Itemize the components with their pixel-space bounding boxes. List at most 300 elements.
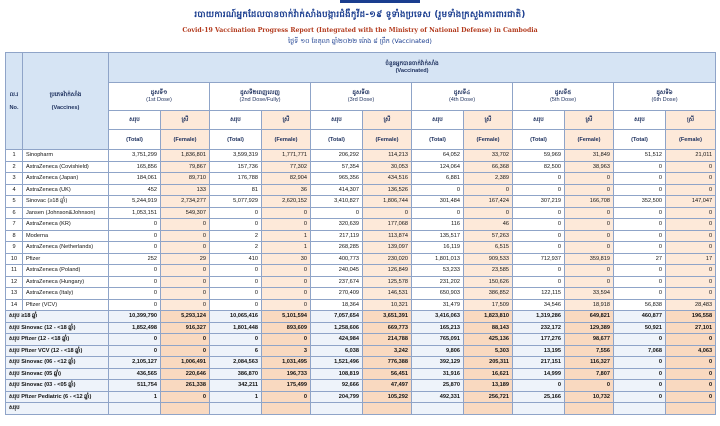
total-count-cell — [109, 403, 161, 415]
female-count-cell: 88,143 — [464, 322, 513, 334]
total-count-cell: 0 — [109, 219, 161, 231]
total-count-cell: 27 — [614, 253, 666, 265]
female-count-cell: 125,578 — [363, 276, 412, 288]
female-count-cell: 7,556 — [565, 345, 614, 357]
female-count-cell: 1 — [262, 230, 311, 242]
total-count-cell: 0 — [513, 207, 565, 219]
female-count-cell: 31,849 — [565, 150, 614, 162]
female-count-cell: 0 — [161, 219, 210, 231]
female-count-cell: 1,836,801 — [161, 150, 210, 162]
col-vaccine-km: ប្រភេទវ៉ាក់សាំង — [49, 92, 82, 98]
total-count-cell: 10,399,790 — [109, 311, 161, 323]
vaccine-name: Sinopharm — [23, 150, 109, 162]
female-count-cell: 33,702 — [464, 150, 513, 162]
total-count-cell: 0 — [614, 173, 666, 185]
total-count-cell: 0 — [109, 276, 161, 288]
vaccine-name: AstraZeneca (UK) — [23, 184, 109, 196]
table-row — [6, 161, 716, 173]
total-count-cell: 1,521,496 — [311, 357, 363, 369]
vaccine-name: AstraZeneca (Japan) — [23, 173, 109, 185]
table-row — [6, 207, 716, 219]
table-row — [6, 230, 716, 242]
summary-label: សរុប Pfizer VCV (12 - <18 ឆ្នាំ) — [6, 345, 109, 357]
female-count-cell: 1,823,810 — [464, 311, 513, 323]
table-row — [6, 219, 716, 231]
dose-header — [614, 82, 716, 110]
female-count-cell: 175,499 — [262, 380, 311, 392]
total-count-cell: 392,129 — [412, 357, 464, 369]
total-count-cell: 0 — [210, 288, 262, 300]
total-count-cell: 0 — [614, 184, 666, 196]
summary-row — [6, 322, 716, 334]
female-count-cell: 0 — [262, 334, 311, 346]
female-count-cell: 126,849 — [363, 265, 412, 277]
total-count-cell: 31,479 — [412, 299, 464, 311]
female-count-cell: 29 — [161, 253, 210, 265]
summary-label: សរុប Sinovac (06 - <12 ឆ្នាំ) — [6, 357, 109, 369]
total-en-header: (Total) — [311, 130, 363, 150]
female-count-cell: 23,585 — [464, 265, 513, 277]
female-count-cell: 0 — [161, 230, 210, 242]
female-count-cell: 916,327 — [161, 322, 210, 334]
total-count-cell: 176,788 — [210, 173, 262, 185]
total-count-cell: 3,416,063 — [412, 311, 464, 323]
total-count-cell: 0 — [614, 380, 666, 392]
female-count-cell: 30 — [262, 253, 311, 265]
female-count-cell: 434,516 — [363, 173, 412, 185]
total-count-cell — [311, 403, 363, 415]
table-row — [6, 253, 716, 265]
total-count-cell: 5,077,929 — [210, 196, 262, 208]
total-count-cell: 124,064 — [412, 161, 464, 173]
total-count-cell: 386,870 — [210, 368, 262, 380]
female-count-cell: 1,031,495 — [262, 357, 311, 369]
total-count-cell: 92,666 — [311, 380, 363, 392]
female-count-cell: 3,242 — [363, 345, 412, 357]
vaccine-name: AstraZeneca (Hungary) — [23, 276, 109, 288]
dose-label-km: ដូសទី៤ — [453, 90, 471, 97]
female-count-cell: 36 — [262, 184, 311, 196]
total-count-cell: 0 — [109, 265, 161, 277]
female-count-cell: 230,020 — [363, 253, 412, 265]
female-count-cell: 0 — [262, 207, 311, 219]
total-count-cell: 765,091 — [412, 334, 464, 346]
total-header: សរុប — [311, 110, 363, 130]
total-count-cell: 0 — [109, 230, 161, 242]
dose-header — [109, 82, 210, 110]
female-count-cell: 133 — [161, 184, 210, 196]
col-no-km: ល.រ — [9, 92, 19, 98]
female-count-cell: 150,626 — [464, 276, 513, 288]
total-count-cell: 237,674 — [311, 276, 363, 288]
total-count-cell: 0 — [513, 276, 565, 288]
total-count-cell: 10,065,416 — [210, 311, 262, 323]
summary-row — [6, 334, 716, 346]
vaccinated-group-header — [109, 53, 716, 83]
female-count-cell: 0 — [464, 184, 513, 196]
total-count-cell: 50,921 — [614, 322, 666, 334]
summary-row — [6, 345, 716, 357]
total-female-en-header-row — [6, 130, 716, 150]
table-row — [6, 242, 716, 254]
total-count-cell: 51,512 — [614, 150, 666, 162]
group-label-km: ចំនួនអ្នកបានចាក់វ៉ាក់សាំង — [385, 61, 439, 68]
total-count-cell: 9,806 — [412, 345, 464, 357]
female-count-cell: 17,509 — [464, 299, 513, 311]
vaccine-name: Pfizer (VCV) — [23, 299, 109, 311]
female-count-cell: 776,388 — [363, 357, 412, 369]
total-en-header: (Total) — [614, 130, 666, 150]
col-no-en: No. — [9, 105, 19, 111]
summary-row — [6, 380, 716, 392]
row-number: 3 — [6, 173, 23, 185]
female-count-cell: 261,338 — [161, 380, 210, 392]
female-count-cell: 7,807 — [565, 368, 614, 380]
female-count-cell: 105,292 — [363, 391, 412, 403]
total-header: សរុប — [109, 110, 161, 130]
total-count-cell: 25,166 — [513, 391, 565, 403]
female-count-cell: 0 — [666, 265, 716, 277]
female-en-header: (Female) — [565, 130, 614, 150]
total-count-cell: 0 — [210, 219, 262, 231]
total-count-cell: 650,903 — [412, 288, 464, 300]
female-count-cell: 0 — [262, 299, 311, 311]
total-count-cell — [614, 403, 666, 415]
female-count-cell: 77,302 — [262, 161, 311, 173]
female-count-cell: 113,874 — [363, 230, 412, 242]
total-count-cell: 0 — [513, 184, 565, 196]
dose-header — [311, 82, 412, 110]
total-count-cell: 0 — [210, 334, 262, 346]
female-count-cell: 0 — [666, 161, 716, 173]
female-count-cell: 0 — [666, 334, 716, 346]
female-count-cell: 56,451 — [363, 368, 412, 380]
female-count-cell: 46 — [464, 219, 513, 231]
col-no-header — [6, 53, 23, 150]
summary-row — [6, 391, 716, 403]
female-count-cell: 5,303 — [464, 345, 513, 357]
total-count-cell: 217,151 — [513, 357, 565, 369]
female-count-cell — [262, 403, 311, 415]
female-count-cell: 0 — [565, 380, 614, 392]
female-count-cell: 220,646 — [161, 368, 210, 380]
vaccine-name: Moderna — [23, 230, 109, 242]
total-count-cell: 14,999 — [513, 368, 565, 380]
row-number: 12 — [6, 276, 23, 288]
total-count-cell: 64,052 — [412, 150, 464, 162]
female-count-cell: 30,053 — [363, 161, 412, 173]
female-count-cell: 0 — [666, 368, 716, 380]
total-header: សរុប — [513, 110, 565, 130]
female-count-cell: 0 — [161, 299, 210, 311]
total-count-cell: 1,053,151 — [109, 207, 161, 219]
vaccine-name: AstraZeneca (Netherlands) — [23, 242, 109, 254]
female-count-cell: 0 — [262, 391, 311, 403]
female-count-cell: 0 — [666, 173, 716, 185]
total-count-cell — [210, 403, 262, 415]
female-count-cell: 5,293,124 — [161, 311, 210, 323]
female-count-cell: 196,733 — [262, 368, 311, 380]
female-count-cell: 18,918 — [565, 299, 614, 311]
table-row — [6, 299, 716, 311]
vaccine-name: AstraZeneca (Poland) — [23, 265, 109, 277]
total-count-cell: 492,331 — [412, 391, 464, 403]
total-count-cell: 0 — [109, 242, 161, 254]
total-count-cell — [412, 403, 464, 415]
female-count-cell: 33,594 — [565, 288, 614, 300]
vaccine-name: AstraZeneca (Covishield) — [23, 161, 109, 173]
dose-label-km: ដូសទី៥ — [554, 90, 572, 97]
dose-label-km: ដូសទី៦ — [656, 90, 673, 97]
female-count-cell: 2,620,152 — [262, 196, 311, 208]
female-count-cell: 17 — [666, 253, 716, 265]
col-vaccine-en: (Vaccines) — [51, 105, 80, 111]
total-count-cell: 18,364 — [311, 299, 363, 311]
female-count-cell: 167,424 — [464, 196, 513, 208]
female-count-cell: 0 — [262, 265, 311, 277]
female-count-cell — [666, 403, 716, 415]
total-count-cell: 184,061 — [109, 173, 161, 185]
total-count-cell: 6,038 — [311, 345, 363, 357]
female-count-cell: 6,515 — [464, 242, 513, 254]
female-count-cell: 549,307 — [161, 207, 210, 219]
total-count-cell: 5,244,919 — [109, 196, 161, 208]
female-count-cell: 3 — [262, 345, 311, 357]
total-count-cell: 301,484 — [412, 196, 464, 208]
total-count-cell: 0 — [513, 173, 565, 185]
total-count-cell: 16,119 — [412, 242, 464, 254]
female-count-cell: 0 — [161, 334, 210, 346]
total-count-cell: 122,115 — [513, 288, 565, 300]
female-header: ស្រី — [565, 110, 614, 130]
female-count-cell: 0 — [666, 230, 716, 242]
female-count-cell: 1 — [262, 242, 311, 254]
total-count-cell: 0 — [614, 276, 666, 288]
dose-header — [412, 82, 513, 110]
female-count-cell: 0 — [565, 242, 614, 254]
female-count-cell: 196,558 — [666, 311, 716, 323]
female-count-cell: 89,710 — [161, 173, 210, 185]
dose-header — [513, 82, 614, 110]
female-en-header: (Female) — [363, 130, 412, 150]
female-count-cell: 13,189 — [464, 380, 513, 392]
total-count-cell: 0 — [614, 288, 666, 300]
female-count-cell: 0 — [363, 207, 412, 219]
total-count-cell: 0 — [614, 391, 666, 403]
female-count-cell: 0 — [161, 265, 210, 277]
female-count-cell: 2,389 — [464, 173, 513, 185]
dose-header-row — [6, 82, 716, 110]
total-count-cell: 0 — [614, 161, 666, 173]
total-count-cell: 1,801,448 — [210, 322, 262, 334]
female-count-cell: 27,101 — [666, 322, 716, 334]
total-count-cell: 0 — [109, 299, 161, 311]
total-count-cell: 320,639 — [311, 219, 363, 231]
female-count-cell: 82,904 — [262, 173, 311, 185]
total-en-header: (Total) — [412, 130, 464, 150]
female-header: ស្រី — [363, 110, 412, 130]
total-count-cell: 0 — [109, 345, 161, 357]
total-count-cell: 1 — [109, 391, 161, 403]
female-count-cell: 129,389 — [565, 322, 614, 334]
total-count-cell: 0 — [614, 368, 666, 380]
female-count-cell: 0 — [565, 219, 614, 231]
female-count-cell: 893,609 — [262, 322, 311, 334]
female-count-cell: 0 — [565, 173, 614, 185]
female-count-cell: 1,806,744 — [363, 196, 412, 208]
dose-label-en: (5th Dose) — [549, 97, 577, 104]
total-count-cell: 0 — [210, 276, 262, 288]
summary-label: សរុប Sinovac (12 - <18 ឆ្នាំ) — [6, 322, 109, 334]
total-count-cell: 165,856 — [109, 161, 161, 173]
total-count-cell: 2,084,563 — [210, 357, 262, 369]
female-count-cell: 47,497 — [363, 380, 412, 392]
total-count-cell: 0 — [513, 219, 565, 231]
row-number: 4 — [6, 184, 23, 196]
female-en-header: (Female) — [464, 130, 513, 150]
row-number: 7 — [6, 219, 23, 231]
total-count-cell: 31,916 — [412, 368, 464, 380]
total-count-cell: 82,500 — [513, 161, 565, 173]
table-row — [6, 288, 716, 300]
female-count-cell: 0 — [565, 207, 614, 219]
total-count-cell: 206,292 — [311, 150, 363, 162]
total-count-cell: 135,517 — [412, 230, 464, 242]
female-count-cell: 79,867 — [161, 161, 210, 173]
female-count-cell: 21,011 — [666, 150, 716, 162]
total-count-cell: 240,045 — [311, 265, 363, 277]
total-count-cell: 0 — [513, 380, 565, 392]
female-count-cell: 205,311 — [464, 357, 513, 369]
summary-label: សរុប Pfizer (12 - <18 ឆ្នាំ) — [6, 334, 109, 346]
female-count-cell: 57,263 — [464, 230, 513, 242]
total-en-header: (Total) — [210, 130, 262, 150]
row-number: 14 — [6, 299, 23, 311]
female-en-header: (Female) — [666, 130, 716, 150]
dose-label-en: (1st Dose) — [146, 97, 172, 104]
total-count-cell: 81 — [210, 184, 262, 196]
row-number: 13 — [6, 288, 23, 300]
female-count-cell: 0 — [666, 219, 716, 231]
female-count-cell: 359,819 — [565, 253, 614, 265]
total-female-header-row — [6, 110, 716, 130]
total-count-cell: 424,984 — [311, 334, 363, 346]
total-count-cell: 232,172 — [513, 322, 565, 334]
total-count-cell: 0 — [614, 265, 666, 277]
total-count-cell: 6,881 — [412, 173, 464, 185]
female-count-cell: 3,651,391 — [363, 311, 412, 323]
total-count-cell: 56,838 — [614, 299, 666, 311]
female-count-cell: 98,677 — [565, 334, 614, 346]
female-count-cell: 1,771,771 — [262, 150, 311, 162]
report-title-km: របាយការណ៍អ្នកដែលបានចាក់វ៉ាក់សាំងបង្ការជំងឺកូវីដ-១៩ ទូទាំងប្រទេស (រួមទាំងក្រសួងការពារជាតិ) — [194, 10, 526, 20]
female-header: ស្រី — [464, 110, 513, 130]
female-count-cell — [565, 403, 614, 415]
table-body — [6, 150, 716, 415]
summary-row — [6, 357, 716, 369]
total-header: សរុប — [614, 110, 666, 130]
total-count-cell: 0 — [513, 242, 565, 254]
vaccine-name: Jansen (Johnson&Johnson) — [23, 207, 109, 219]
female-count-cell: 0 — [262, 288, 311, 300]
female-count-cell: 425,136 — [464, 334, 513, 346]
row-number: 9 — [6, 242, 23, 254]
female-count-cell: 166,708 — [565, 196, 614, 208]
total-count-cell: 53,233 — [412, 265, 464, 277]
total-count-cell: 0 — [412, 184, 464, 196]
total-count-cell: 0 — [109, 288, 161, 300]
female-count-cell: 10,732 — [565, 391, 614, 403]
dose-label-km: ដូសទី១ — [150, 90, 168, 97]
female-count-cell: 0 — [666, 357, 716, 369]
total-count-cell: 231,202 — [412, 276, 464, 288]
table-row — [6, 276, 716, 288]
total-count-cell: 270,409 — [311, 288, 363, 300]
total-count-cell: 0 — [614, 357, 666, 369]
female-count-cell: 649,821 — [565, 311, 614, 323]
total-count-cell: 0 — [614, 334, 666, 346]
total-count-cell: 0 — [412, 207, 464, 219]
total-count-cell: 0 — [614, 242, 666, 254]
dose-header — [210, 82, 311, 110]
female-count-cell: 0 — [161, 276, 210, 288]
total-count-cell: 108,819 — [311, 368, 363, 380]
summary-label: សរុប Pfizer Pediatric (6 - <12 ឆ្នាំ) — [6, 391, 109, 403]
total-count-cell: 177,276 — [513, 334, 565, 346]
total-count-cell: 25,870 — [412, 380, 464, 392]
total-count-cell: 217,119 — [311, 230, 363, 242]
total-count-cell: 0 — [210, 299, 262, 311]
report-title-en: Covid-19 Vaccination Progress Report (Integrated with the Ministry of National Defense) in Cambodia — [182, 27, 538, 34]
female-count-cell: 28,483 — [666, 299, 716, 311]
total-count-cell: 7,068 — [614, 345, 666, 357]
total-count-cell: 1,852,498 — [109, 322, 161, 334]
female-count-cell: 0 — [666, 276, 716, 288]
female-header: ស្រី — [262, 110, 311, 130]
female-header: ស្រី — [666, 110, 716, 130]
female-count-cell: 139,097 — [363, 242, 412, 254]
summary-row — [6, 311, 716, 323]
total-count-cell: 1,258,606 — [311, 322, 363, 334]
female-count-cell: 0 — [565, 276, 614, 288]
female-count-cell: 0 — [565, 265, 614, 277]
row-number: 6 — [6, 207, 23, 219]
summary-label: សរុប ≥18 ឆ្នាំ — [6, 311, 109, 323]
female-count-cell: 116,327 — [565, 357, 614, 369]
total-count-cell: 1,319,286 — [513, 311, 565, 323]
summary-row — [6, 403, 716, 415]
total-count-cell: 13,195 — [513, 345, 565, 357]
female-count-cell: 256,721 — [464, 391, 513, 403]
female-count-cell: 0 — [666, 242, 716, 254]
table-row — [6, 265, 716, 277]
dose-label-km: ដូសទី២ពេញលេញ — [240, 90, 280, 97]
total-count-cell: 7,057,654 — [311, 311, 363, 323]
total-en-header: (Total) — [513, 130, 565, 150]
female-en-header: (Female) — [161, 130, 210, 150]
total-count-cell: 436,565 — [109, 368, 161, 380]
row-number: 5 — [6, 196, 23, 208]
vaccine-name: AstraZeneca (Italy) — [23, 288, 109, 300]
female-count-cell: 909,533 — [464, 253, 513, 265]
female-count-cell: 0 — [161, 391, 210, 403]
report-date: ថ្ងៃទី ១០ ខែតុលា ឆ្នាំ២០២២ ម៉ោង ៨ ព្រឹក (Vaccinated) — [288, 37, 432, 45]
summary-label: សរុប Sinovac (03 - <05 ឆ្នាំ) — [6, 380, 109, 392]
col-vaccine-header — [23, 53, 109, 150]
dose-label-en: (3rd Dose) — [347, 97, 375, 104]
female-count-cell: 0 — [666, 391, 716, 403]
total-count-cell: 3,751,299 — [109, 150, 161, 162]
